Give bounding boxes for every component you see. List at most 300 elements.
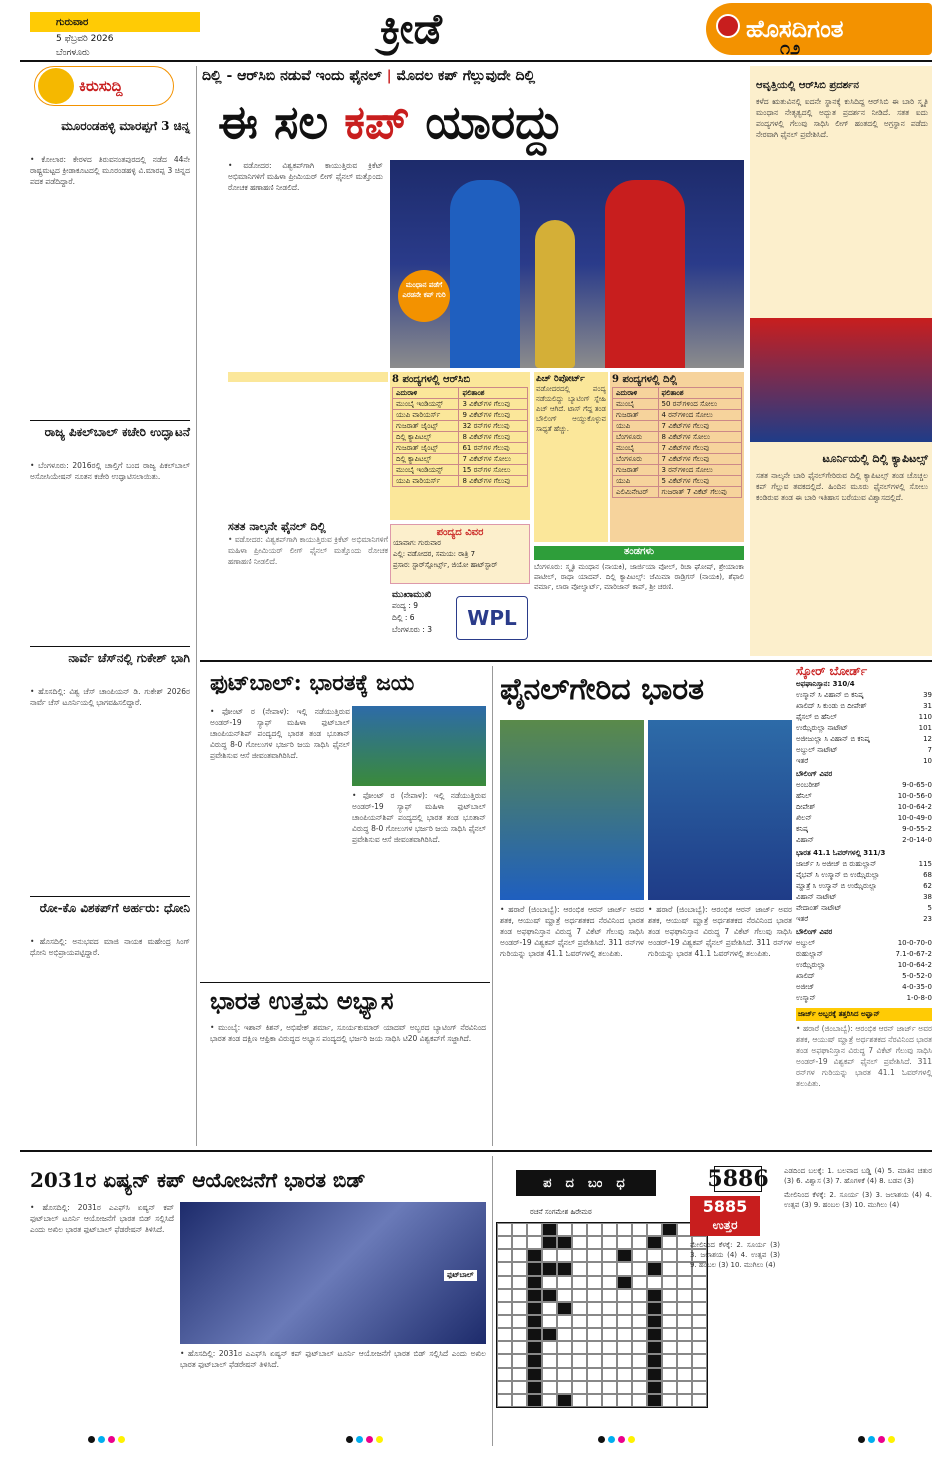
crossword-cell[interactable] bbox=[662, 1262, 677, 1275]
crossword-cell[interactable] bbox=[497, 1394, 512, 1407]
crossword-cell bbox=[527, 1394, 542, 1407]
print-registration-dots bbox=[88, 1436, 128, 1445]
match-info-box bbox=[390, 524, 530, 584]
dc-results-table bbox=[612, 387, 742, 498]
table-row: ಗುಜರಾತ್ 4 ರನ್‌ಗಳಿಂದ ಸೋಲು bbox=[613, 410, 742, 421]
rcb-results-table bbox=[392, 387, 528, 487]
crossword-cell[interactable] bbox=[572, 1289, 587, 1302]
scoreboard-title: ಸ್ಕೋರ್ ಬೋರ್ಡ್ bbox=[796, 664, 868, 678]
table-row: ಯುಪಿ ವಾರಿಯರ್ಸ್ 9 ವಿಕೆಟ್‌ಗಳ ಗೆಲುವು bbox=[393, 410, 528, 421]
crossword-cell[interactable] bbox=[512, 1262, 527, 1275]
crossword-cell[interactable] bbox=[512, 1328, 527, 1341]
score-row: ಉಸ್ಮಾನ್ 1-0-8-0 bbox=[796, 994, 932, 1002]
crossword-cell[interactable] bbox=[512, 1276, 527, 1289]
score-row: ವೈಭವ್ ಸಿ ಉಸ್ಮಾನ್ ಬಿ ಉಝೈರುಲ್ಲಾ 68 bbox=[796, 871, 932, 879]
section-rule bbox=[20, 1150, 932, 1152]
crossword-cell[interactable] bbox=[512, 1249, 527, 1262]
score-row: ಇತರೆ 23 bbox=[796, 915, 932, 923]
match-info-title: ಪಂದ್ಯದ ವಿವರ bbox=[436, 527, 484, 538]
asian-cup-trophy-photo bbox=[180, 1202, 486, 1344]
table-row: ಮುಂಬೈ ಇಂಡಿಯನ್ಸ್ 15 ರನ್‌ಗಳ ಸೋಲು bbox=[393, 465, 528, 476]
asian-cup-headline: 2031ರ ಏಷ್ಯನ್ ಕಪ್ ಆಯೋಜನೆಗೆ ಭಾರತ ಬಿಡ್ bbox=[30, 1168, 366, 1192]
crossword-cell bbox=[527, 1262, 542, 1275]
crossword-cell[interactable] bbox=[512, 1341, 527, 1354]
crossword-cell[interactable] bbox=[617, 1223, 632, 1236]
crossword-cell[interactable] bbox=[662, 1302, 677, 1315]
crossword-cell[interactable] bbox=[497, 1328, 512, 1341]
crossword-cell[interactable] bbox=[602, 1341, 617, 1354]
asian-cup-body: • ಹೊಸದಿಲ್ಲಿ: 2031ರ ಎಎಫ್‌ಸಿ ಏಷ್ಯನ್ ಕಪ್ ಫುಟ್‌ಬಾಲ್ ಟೂರ್ನಿ ಆಯೋಜನೆಗೆ ಭಾರತ ಬಿಡ್ ಸಲ್ಲಿಸಿದೆ ಎಂದು ಅಖಿಲ ಭಾರತ ಫುಟ್‌ಬಾಲ್ ಫೆಡರೇಷನ್ ತಿಳಿಸಿದೆ. bbox=[30, 1203, 174, 1234]
score-row: ದೀಪೇಶ್ 10-0-64-2 bbox=[796, 803, 932, 811]
crossword-cell[interactable] bbox=[572, 1223, 587, 1236]
crossword-cell[interactable] bbox=[542, 1354, 557, 1367]
crossword-cell bbox=[557, 1262, 572, 1275]
rcb-season-body: ಕಳೆದ ಋತುವಿನಲ್ಲಿ ಐದನೇ ಸ್ಥಾನಕ್ಕೆ ಕುಸಿದಿದ್ದ ಆರ್‌ಸಿಬಿ ಈ ಬಾರಿ ಸ್ಮೃತಿ ಮಂಧಾನ ನೇತೃತ್ವದಲ್ಲಿ ಅದ್ಭುತ ಪ್ರದರ್ಶನ ನೀಡಿದೆ. ಸತತ ಐದು ಪಂದ್ಯಗಳಲ್ಲಿ ಗೆಲುವು ಸಾಧಿಸಿ ಲೀಗ್ ಹಂತದಲ್ಲಿ ಅಗ್ರಸ್ಥಾನ ಪಡೆದು ನೇರವಾಗಿ ಫೈನಲ್ ಪ್ರವೇಶಿಸಿದೆ. bbox=[756, 97, 928, 139]
crossword-cell[interactable] bbox=[662, 1328, 677, 1341]
crossword-cell[interactable] bbox=[497, 1354, 512, 1367]
crossword-cell[interactable] bbox=[572, 1354, 587, 1367]
puzzle-number: 5886 bbox=[707, 1166, 769, 1192]
divider bbox=[30, 646, 190, 647]
crossword-cell[interactable] bbox=[587, 1236, 602, 1249]
score-row: ಉಝೈರುಲ್ಲಾ ನಾಟೌಟ್ 101 bbox=[796, 724, 932, 732]
crossword-cell[interactable] bbox=[557, 1354, 572, 1367]
crossword-cell[interactable] bbox=[602, 1368, 617, 1381]
crossword-cell[interactable] bbox=[632, 1276, 647, 1289]
table-row: ಬೆಂಗಳೂರು 7 ವಿಕೆಟ್‌ಗಳ ಗೆಲುವು bbox=[613, 454, 742, 465]
crossword-cell[interactable] bbox=[662, 1276, 677, 1289]
column-divider bbox=[492, 1156, 493, 1446]
kirusuddi-badge: ಕಿರುಸುದ್ದಿ bbox=[34, 66, 174, 106]
crossword-cell[interactable] bbox=[512, 1368, 527, 1381]
table-header: ಫಲಿತಾಂಶ bbox=[658, 388, 741, 399]
score-row: ಕನಿಷ್ಕ 9-0-55-2 bbox=[796, 825, 932, 833]
crossword-cell[interactable] bbox=[587, 1249, 602, 1262]
section-rule bbox=[200, 660, 932, 662]
crossword-cell[interactable] bbox=[557, 1315, 572, 1328]
crossword-cell bbox=[647, 1315, 662, 1328]
header-rule bbox=[20, 60, 932, 62]
crossword-cell[interactable] bbox=[527, 1223, 542, 1236]
crossword-cell bbox=[542, 1262, 557, 1275]
table-row: ಯುಪಿ ವಾರಿಯರ್ಸ್ 8 ವಿಕೆಟ್‌ಗಳ ಗೆಲುವು bbox=[393, 476, 528, 487]
crossword-cell[interactable] bbox=[572, 1236, 587, 1249]
print-registration-dots bbox=[598, 1436, 638, 1445]
lead-body: • ವಡೋದರ: ವಿಶ್ವಕಪ್‌ಗಾಗಿ ಕಾಯುತ್ತಿರುವ ಕ್ರಿಕೆಟ್ ಅಭಿಮಾನಿಗಳಿಗೆ ಮಹಿಳಾ ಪ್ರೀಮಿಯರ್ ಲೀಗ್ ಫೈನಲ್ ಮತ್ತೊಂದು ರೋಚಕ ಹಣಾಹಣಿ ನೀಡಲಿದೆ. bbox=[228, 161, 383, 192]
score-row: ಫೈಸಲ್ ಬಿ ಹೆನಿಲ್ 110 bbox=[796, 713, 932, 721]
crossword-cell[interactable] bbox=[497, 1276, 512, 1289]
lead-body-2: • ವಡೋದರ: ವಿಶ್ವಕಪ್‌ಗಾಗಿ ಕಾಯುತ್ತಿರುವ ಕ್ರಿಕೆಟ್ ಅಭಿಮಾನಿಗಳಿಗೆ ಮಹಿಳಾ ಪ್ರೀಮಿಯರ್ ಲೀಗ್ ಫೈನಲ್ ಮತ್ತೊಂದು ರೋಚಕ ಹಣಾಹಣಿ ನೀಡಲಿದೆ. bbox=[228, 535, 388, 566]
crossword-cell[interactable] bbox=[527, 1236, 542, 1249]
crossword-cell[interactable] bbox=[662, 1236, 677, 1249]
press-conference-photo bbox=[750, 318, 932, 442]
crossword-cell bbox=[527, 1381, 542, 1394]
crossword-cell[interactable] bbox=[632, 1354, 647, 1367]
dc-table-title: 9 ಪಂದ್ಯಗಳಲ್ಲಿ ದಿಲ್ಲಿ bbox=[612, 374, 678, 385]
brief-3-body: • ಹೊಸದಿಲ್ಲಿ: ವಿಶ್ವ ಚೆಸ್ ಚಾಂಪಿಯನ್ ಡಿ. ಗುಕೇಶ್ 2026ರ ನಾರ್ವೆ ಚೆಸ್ ಟೂರ್ನಿಯಲ್ಲಿ ಭಾಗವಹಿಸಲಿದ್ದಾರೆ. bbox=[30, 687, 190, 707]
pitch-report-body: ವಡೋದರದಲ್ಲಿ ಪಂದ್ಯ ನಡೆಯಲಿದ್ದು ಬ್ಯಾಟಿಂಗ್ ಸ್ನೇಹಿ ಪಿಚ್ ಆಗಿದೆ. ಟಾಸ್ ಗೆದ್ದ ತಂಡ ಬೌಲಿಂಗ್ ಆಯ್ದುಕೊಳ್ಳುವ ಸಾಧ್ಯತೆ ಹೆಚ್ಚು. bbox=[536, 385, 606, 433]
score-row: ಜಾರ್ಜ್ ಸಿ ಅಜೀಜ್ ಬಿ ರುಹುಲ್ಲಾನ್ 115 bbox=[796, 860, 932, 868]
crossword-cell bbox=[647, 1394, 662, 1407]
crossword-cell[interactable] bbox=[542, 1249, 557, 1262]
puzzle-clues: ಎಡದಿಂದ ಬಲಕ್ಕೆ: 1. ಬಲವಾದ ಬಡ್ಡಿ (4) 5. ಮಾತಿನ ಚತುರ (3) 6. ವಿಶ್ವಾಸ (3) 7. ಹೊಗಳಿಕೆ (4) 8. ಬಡವ (3) ಮೇಲಿನಿಂದ ಕೆಳಕ್ಕೆ: 2. ಸೂರ್ಯ (3) 3. ಜಲಾಶಯ (4) 4. ಉತ್ಸವ (3) 9. ಹಂಬಲ (3) 10. ಮುಗಿಲು (4) bbox=[784, 1167, 932, 1209]
rcb-table-box bbox=[390, 372, 530, 520]
crossword-cell[interactable] bbox=[497, 1262, 512, 1275]
rcb-season-title: ಆವೃತ್ತಿಯಲ್ಲಿ ಆರ್‌ಸಿಬಿ ಪ್ರದರ್ಶನ bbox=[756, 80, 859, 91]
crossword-cell bbox=[527, 1354, 542, 1367]
crossword-cell bbox=[527, 1341, 542, 1354]
divider bbox=[30, 896, 190, 897]
crossword-cell bbox=[542, 1236, 557, 1249]
batsman-photo bbox=[500, 720, 644, 900]
crossword-cell[interactable] bbox=[632, 1328, 647, 1341]
crossword-cell[interactable] bbox=[497, 1249, 512, 1262]
crossword-cell[interactable] bbox=[497, 1381, 512, 1394]
score-row: ಉಸ್ಮಾನ್ ಸಿ ವಿಹಾನ್ ಬಿ ಕನಿಷ್ಕ 39 bbox=[796, 691, 932, 699]
player-photo bbox=[450, 180, 520, 368]
crossword-cell[interactable] bbox=[557, 1289, 572, 1302]
crossword-cell[interactable] bbox=[512, 1236, 527, 1249]
score-row: ಖಾಲಿದ್ 5-0-52-0 bbox=[796, 972, 932, 980]
practice-body: • ಮುಂಬೈ: ಇಶಾನ್ ಕಿಶನ್, ಅಭಿಷೇಕ್ ಶರ್ಮಾ, ಸೂರ್ಯಕುಮಾರ್ ಯಾದವ್ ಅಬ್ಬರದ ಬ್ಯಾಟಿಂಗ್ ನೆರವಿನಿಂದ ಭಾರತ ತಂಡ ದಕ್ಷಿಣ ಆಫ್ರಿಕಾ ವಿರುದ್ಧದ ಅಭ್ಯಾಸ ಪಂದ್ಯದಲ್ಲಿ ಭರ್ಜರಿ ಜಯ ಸಾಧಿಸಿ ಟಿ20 ವಿಶ್ವಕಪ್‌ಗೆ ಸಜ್ಜಾಗಿದೆ. bbox=[210, 1023, 486, 1043]
team-celebration-photo bbox=[648, 720, 792, 900]
crossword-cell[interactable] bbox=[632, 1381, 647, 1394]
crossword-cell bbox=[557, 1394, 572, 1407]
crossword-cell[interactable] bbox=[617, 1354, 632, 1367]
scoreboard-note: ಜಾರ್ಜ್ ಅಬ್ಬರಕ್ಕೆ ತತ್ತರಿಸಿದ ಅಫ್ಘಾನ್ bbox=[796, 1008, 932, 1021]
dc-table-box bbox=[610, 372, 744, 542]
crossword-cell bbox=[647, 1236, 662, 1249]
wpl-logo: WPL bbox=[456, 596, 528, 640]
crossword-cell[interactable] bbox=[542, 1394, 557, 1407]
crossword-cell bbox=[647, 1289, 662, 1302]
crossword-cell bbox=[647, 1302, 662, 1315]
prev-answer-badge: 5885 ಉತ್ತರ bbox=[690, 1196, 760, 1236]
crossword-cell[interactable] bbox=[647, 1223, 662, 1236]
brief-1-body: • ಕೋಲಾರ: ಕೇರಳದ ತಿರುವನಂತಪುರದಲ್ಲಿ ನಡೆದ 44ನೇ ರಾಷ್ಟ್ರಮಟ್ಟದ ಕ್ರೀಡಾಕೂಟದಲ್ಲಿ ಮೂರಂಡಹಳ್ಳಿ ವಿ.ಮಾರಪ್ಪ 3 ಚಿನ್ನದ ಪದಕ ಪಡೆದಿದ್ದಾರೆ. bbox=[30, 155, 190, 186]
column-divider bbox=[492, 666, 493, 1146]
scoreboard-body: • ಹರಾರೆ (ಜಿಂಬಾಬ್ವೆ): ಆರಂಭಿಕ ಆರನ್ ಜಾರ್ಜ್ ಅವರ ಶತಕ, ಆಯುಷ್ ಮ್ಹಾತ್ರೆ ಅರ್ಧಶತಕದ ನೆರವಿನಿಂದ ಭಾರತ ತಂಡ ಅಫಘಾನಿಸ್ತಾನ ವಿರುದ್ಧ 7 ವಿಕೆಟ್ ಗೆಲುವು ಸಾಧಿಸಿ ಅಂಡರ್-19 ವಿಶ್ವಕಪ್ ಫೈನಲ್ ಪ್ರವೇಶಿಸಿದೆ. 311 ರನ್‌ಗಳ ಗುರಿಯನ್ನು ಭಾರತ 41.1 ಓವರ್‌ಗಳಲ್ಲಿ ತಲುಪಿತು. bbox=[796, 1024, 932, 1088]
h2h-line: ಬೆಂಗಳೂರು : 3 bbox=[392, 625, 433, 634]
crossword-cell[interactable] bbox=[542, 1276, 557, 1289]
lead-headline: ಈ ಸಲ ಕಪ್ ಯಾರದ್ದು bbox=[218, 95, 564, 149]
rcb-table-title: 8 ಪಂದ್ಯಗಳಲ್ಲಿ ಆರ್‌ಸಿಬಿ bbox=[392, 374, 471, 385]
photo-tag: ಫುಟ್‌ಬಾಲ್ bbox=[444, 1270, 477, 1281]
crossword-cell bbox=[542, 1223, 557, 1236]
player-photo bbox=[605, 180, 685, 368]
crossword-cell[interactable] bbox=[542, 1341, 557, 1354]
teams-title: ತಂಡಗಳು bbox=[534, 546, 744, 560]
crossword-cell bbox=[527, 1289, 542, 1302]
crossword-cell bbox=[527, 1328, 542, 1341]
crossword-cell[interactable] bbox=[632, 1315, 647, 1328]
score-row: ರುಹುಲ್ಲಾನ್ 7.1-0-67-2 bbox=[796, 950, 932, 958]
score-row: ಅಜೀಜುಲ್ಲಾ ಸಿ ವಿಹಾನ್ ಬಿ ಕನಿಷ್ಕ 12 bbox=[796, 735, 932, 743]
crossword-cell[interactable] bbox=[512, 1289, 527, 1302]
crossword-cell[interactable] bbox=[602, 1249, 617, 1262]
brief-2-title: ರಾಜ್ಯ ಪಿಕಲ್‌ಬಾಲ್ ಕಚೇರಿ ಉದ್ಘಾಟನೆ bbox=[44, 425, 190, 439]
day-banner: ಗುರುವಾರ bbox=[30, 12, 200, 32]
crossword-cell bbox=[542, 1289, 557, 1302]
crossword-cell[interactable] bbox=[557, 1381, 572, 1394]
dc-tournament-title: ಟೂರ್ನಿಯಲ್ಲಿ ದಿಲ್ಲಿ ಕ್ಯಾಪಿಟಲ್ಸ್ bbox=[822, 452, 928, 465]
crossword-cell[interactable] bbox=[587, 1381, 602, 1394]
crossword-cell[interactable] bbox=[512, 1381, 527, 1394]
crossword-cell[interactable] bbox=[512, 1315, 527, 1328]
table-header: ಎದುರಾಳಿ bbox=[393, 388, 459, 399]
crossword-cell bbox=[662, 1223, 677, 1236]
brief-4-title: ರೋ-ಕೊ ವಿಶಕಪ್‌ಗೆ ಅರ್ಹರು: ಧೋನಿ bbox=[39, 901, 190, 915]
scoreboard bbox=[796, 666, 932, 1146]
crossword-cell[interactable] bbox=[497, 1315, 512, 1328]
crossword-cell[interactable] bbox=[602, 1302, 617, 1315]
match-info-line: ಪ್ರಸಾರ: ಸ್ಟಾರ್‌ಸ್ಪೋರ್ಟ್ಸ್, ಜಿಯೋ ಹಾಟ್‌ಸ್ಟಾರ್ bbox=[393, 561, 498, 569]
final-body-2: • ಹರಾರೆ (ಜಿಂಬಾಬ್ವೆ): ಆರಂಭಿಕ ಆರನ್ ಜಾರ್ಜ್ ಅವರ ಶತಕ, ಆಯುಷ್ ಮ್ಹಾತ್ರೆ ಅರ್ಧಶತಕದ ನೆರವಿನಿಂದ ಭಾರತ ತಂಡ ಅಫಘಾನಿಸ್ತಾನ ವಿರುದ್ಧ 7 ವಿಕೆಟ್ ಗೆಲುವು ಸಾಧಿಸಿ ಅಂಡರ್-19 ವಿಶ್ವಕಪ್ ಫೈನಲ್ ಪ್ರವೇಶಿಸಿದೆ. 311 ರನ್‌ಗಳ ಗುರಿಯನ್ನು ಭಾರತ 41.1 ಓವರ್‌ಗಳಲ್ಲಿ ತಲುಪಿತು. bbox=[648, 905, 792, 958]
crossword-cell[interactable] bbox=[662, 1394, 677, 1407]
trophy-icon bbox=[535, 220, 575, 368]
crossword-cell bbox=[557, 1302, 572, 1315]
crossword-cell[interactable] bbox=[587, 1354, 602, 1367]
crossword-cell[interactable] bbox=[572, 1315, 587, 1328]
table-row: ಎಲಿಮಿನೇಟರ್ ಗುಜರಾತ್ 7 ವಿಕೆಟ್ ಗೆಲುವು bbox=[613, 487, 742, 498]
crossword-cell bbox=[557, 1236, 572, 1249]
crossword-cell[interactable] bbox=[587, 1276, 602, 1289]
crossword-cell[interactable] bbox=[617, 1302, 632, 1315]
crossword-cell[interactable] bbox=[617, 1315, 632, 1328]
crossword-cell[interactable] bbox=[617, 1381, 632, 1394]
table-row: ಗುಜರಾತ್ ಜೈಂಟ್ಸ್ 61 ರನ್‌ಗಳ ಗೆಲುವು bbox=[393, 443, 528, 454]
crossword-cell[interactable] bbox=[557, 1328, 572, 1341]
crossword-cell[interactable] bbox=[572, 1381, 587, 1394]
crossword-cell[interactable] bbox=[572, 1328, 587, 1341]
score-row: ಅಜೀಜ್ 4-0-35-0 bbox=[796, 983, 932, 991]
crossword-cell[interactable] bbox=[512, 1302, 527, 1315]
crossword-cell[interactable] bbox=[602, 1262, 617, 1275]
crossword-cell[interactable] bbox=[572, 1368, 587, 1381]
puzzle-author: ರಚನೆ ಸಂಗಮೇಶ ಹಿರೇಮಠ bbox=[530, 1208, 592, 1216]
rcb-header-band bbox=[228, 372, 388, 382]
crossword-cell[interactable] bbox=[602, 1394, 617, 1407]
score-row: ಇತರೆ 10 bbox=[796, 757, 932, 765]
score-row: ಖಿಲನ್ 10-0-49-0 bbox=[796, 814, 932, 822]
crossword-cell[interactable] bbox=[632, 1289, 647, 1302]
match-info-line: ಎಲ್ಲಿ: ವಡೋದರ, ಸಮಯ: ರಾತ್ರಿ 7 bbox=[393, 550, 476, 558]
crossword-cell[interactable] bbox=[617, 1368, 632, 1381]
crossword-cell[interactable] bbox=[587, 1262, 602, 1275]
crossword-cell bbox=[647, 1354, 662, 1367]
crossword-cell[interactable] bbox=[632, 1262, 647, 1275]
column-divider bbox=[196, 66, 197, 1146]
score-row: ಉಝೈರುಲ್ಲಾ 10-0-64-2 bbox=[796, 961, 932, 969]
crossword-cell[interactable] bbox=[647, 1276, 662, 1289]
print-registration-dots bbox=[858, 1436, 898, 1445]
crossword-cell[interactable] bbox=[542, 1315, 557, 1328]
crossword-cell[interactable] bbox=[662, 1381, 677, 1394]
table-header: ಫಲಿತಾಂಶ bbox=[459, 388, 528, 399]
crossword-cell[interactable] bbox=[662, 1341, 677, 1354]
hand-icon bbox=[38, 68, 74, 104]
crossword-cell[interactable] bbox=[602, 1381, 617, 1394]
crossword-cell[interactable] bbox=[617, 1262, 632, 1275]
table-row: ಯುಪಿ 7 ವಿಕೆಟ್‌ಗಳ ಗೆಲುವು bbox=[613, 421, 742, 432]
afg-total: ಅಫಘಾನಿಸ್ತಾನ: 310/4 bbox=[796, 680, 855, 688]
crossword-cell[interactable] bbox=[647, 1249, 662, 1262]
crossword-cell[interactable] bbox=[587, 1223, 602, 1236]
crossword-cell[interactable] bbox=[587, 1368, 602, 1381]
football-body-2: • ಫೋಂಟ್ ರ (ನೇಪಾಳ): ಇಲ್ಲಿ ನಡೆಯುತ್ತಿರುವ ಅಂಡರ್-19 ಸ್ಯಾಫ್ ಮಹಿಳಾ ಫುಟ್‌ಬಾಲ್ ಚಾಂಪಿಯನ್‌ಶಿಪ್ ಪಂದ್ಯದಲ್ಲಿ ಭಾರತ ತಂಡ ಭೂತಾನ್ ವಿರುದ್ಧ 8-0 ಗೋಲುಗಳ ಭರ್ಜರಿ ಜಯ ಸಾಧಿಸಿ ಫೈನಲ್ ಪ್ರವೇಶಿಸುವ ಆಸೆ ಜೀವಂತವಾಗಿರಿಸಿದೆ. bbox=[352, 791, 486, 844]
crossword-cell[interactable] bbox=[497, 1236, 512, 1249]
table-row: ಗುಜರಾತ್ 3 ರನ್‌ಗಳಿಂದ ಸೋಲು bbox=[613, 465, 742, 476]
score-row: ವಿಹಾನ್ ನಾಟೌಟ್ 38 bbox=[796, 893, 932, 901]
crossword-cell[interactable] bbox=[602, 1315, 617, 1328]
crossword-cell[interactable] bbox=[572, 1262, 587, 1275]
crossword-cell[interactable] bbox=[557, 1276, 572, 1289]
pitch-report-box bbox=[534, 372, 608, 542]
head-to-head-title: ಮುಖಾಮುಖಿ bbox=[392, 590, 432, 600]
crossword-cell[interactable] bbox=[632, 1249, 647, 1262]
photo-caption-badge: ಮಂಧಾನ ಪಡೆಗೆ ಎರಡನೇ ಕಪ್ ಗುರಿ bbox=[398, 270, 450, 322]
crossword-cell[interactable] bbox=[512, 1394, 527, 1407]
football-body: • ಫೋಂಟ್ ರ (ನೇಪಾಳ): ಇಲ್ಲಿ ನಡೆಯುತ್ತಿರುವ ಅಂಡರ್-19 ಸ್ಯಾಫ್ ಮಹಿಳಾ ಫುಟ್‌ಬಾಲ್ ಚಾಂಪಿಯನ್‌ಶಿಪ್ ಪಂದ್ಯದಲ್ಲಿ ಭಾರತ ತಂಡ ಭೂತಾನ್ ವಿರುದ್ಧ 8-0 ಗೋಲುಗಳ ಭರ್ಜರಿ ಜಯ ಸಾಧಿಸಿ ಫೈನಲ್ ಪ್ರವೇಶಿಸುವ ಆಸೆ ಜೀವಂತವಾಗಿರಿಸಿದೆ. bbox=[210, 707, 350, 760]
match-info-line: ಯಾವಾಗ: ಗುರುವಾರ bbox=[393, 539, 441, 547]
crossword-cell bbox=[647, 1262, 662, 1275]
crossword-cell[interactable] bbox=[617, 1328, 632, 1341]
crossword-cell[interactable] bbox=[617, 1394, 632, 1407]
table-row: ಮುಂಬೈ ಇಂಡಿಯನ್ಸ್ 3 ವಿಕೆಟ್‌ಗಳ ಗೆಲುವು bbox=[393, 399, 528, 410]
crossword-cell[interactable] bbox=[497, 1289, 512, 1302]
table-row: ಮುಂಬೈ 50 ರನ್‌ಗಳಿಂದ ಸೋಲು bbox=[613, 399, 742, 410]
football-photo bbox=[352, 706, 486, 786]
crossword-cell[interactable] bbox=[557, 1368, 572, 1381]
edition-city: ಬೆಂಗಳೂರು bbox=[56, 48, 90, 58]
crossword-cell[interactable] bbox=[587, 1289, 602, 1302]
crossword-cell[interactable] bbox=[632, 1223, 647, 1236]
crossword-cell[interactable] bbox=[602, 1354, 617, 1367]
crossword-cell bbox=[647, 1381, 662, 1394]
crossword-cell[interactable] bbox=[662, 1315, 677, 1328]
prev-answer-clues: ಮೇಲಿನಿಂದ ಕೆಳಕ್ಕೆ: 2. ಸೂರ್ಯ (3) 3. ಜಲಾಶಯ (4) 4. ಉತ್ಸವ (3) 9. ಹಂಬಲ (3) 10. ಮುಗಿಲು (4) bbox=[690, 1241, 780, 1269]
crossword-cell bbox=[647, 1368, 662, 1381]
lead-photo bbox=[390, 160, 744, 368]
crossword-cell[interactable] bbox=[557, 1223, 572, 1236]
crossword-cell[interactable] bbox=[662, 1249, 677, 1262]
crossword-cell[interactable] bbox=[542, 1381, 557, 1394]
score-row: ಅಂಬರೀಶ್ 9-0-65-0 bbox=[796, 781, 932, 789]
football-headline: ಫುಟ್‌ಬಾಲ್: ಭಾರತಕ್ಕೆ ಜಯ bbox=[210, 670, 415, 696]
crossword-cell[interactable] bbox=[662, 1368, 677, 1381]
crossword-cell bbox=[527, 1315, 542, 1328]
crossword-cell[interactable] bbox=[587, 1394, 602, 1407]
table-row: ದಿಲ್ಲಿ ಕ್ಯಾಪಿಟಲ್ಸ್ 8 ವಿಕೆಟ್‌ಗಳ ಗೆಲುವು bbox=[393, 432, 528, 443]
crossword-cell[interactable] bbox=[557, 1249, 572, 1262]
score-row: ಖಾಲಿದ್ ಸಿ ಕುಂಡು ಬಿ ದೀಪೇಶ್ 31 bbox=[796, 702, 932, 710]
issue-date: 5 ಫೆಬ್ರವರಿ 2026 bbox=[56, 34, 114, 44]
crossword-cell[interactable] bbox=[542, 1302, 557, 1315]
crossword-cell bbox=[527, 1302, 542, 1315]
table-row: ಮುಂಬೈ 7 ವಿಕೆಟ್‌ಗಳ ಗೆಲುವು bbox=[613, 443, 742, 454]
crossword-cell bbox=[527, 1276, 542, 1289]
crossword-cell[interactable] bbox=[572, 1302, 587, 1315]
crossword-cell[interactable] bbox=[572, 1394, 587, 1407]
crossword-cell[interactable] bbox=[602, 1289, 617, 1302]
crossword-cell[interactable] bbox=[602, 1328, 617, 1341]
crossword-cell[interactable] bbox=[587, 1315, 602, 1328]
table-row: ಯುಪಿ 5 ವಿಕೆಟ್‌ಗಳ ಗೆಲುವು bbox=[613, 476, 742, 487]
dc-tournament-body: ಸತತ ನಾಲ್ಕನೇ ಬಾರಿ ಫೈನಲ್‌ಗೇರಿರುವ ದಿಲ್ಲಿ ಕ್ಯಾಪಿಟಲ್ಸ್ ತಂಡ ಚೊಚ್ಚಲ ಕಪ್ ಗೆಲ್ಲುವ ತವಕದಲ್ಲಿದೆ. ಹಿಂದಿನ ಮೂರು ಫೈನಲ್‌ಗಳಲ್ಲಿ ಸೋಲು ಕಂಡಿರುವ ತಂಡ ಈ ಬಾರಿ ಇತಿಹಾಸ ಬರೆಯುವ ವಿಶ್ವಾಸದಲ್ಲಿದೆ. bbox=[756, 471, 928, 502]
crossword-cell bbox=[647, 1341, 662, 1354]
crossword-cell bbox=[542, 1328, 557, 1341]
divider bbox=[30, 420, 190, 421]
brief-3-title: ನಾರ್ವೆ ಚೆಸ್‌ನಲ್ಲಿ ಗುಕೇಶ್ ಭಾಗಿ bbox=[68, 651, 190, 665]
crossword-cell[interactable] bbox=[572, 1341, 587, 1354]
brief-2-body: • ಬೆಂಗಳೂರು: 2016ರಲ್ಲಿ ಚಾಲ್ತಿಗೆ ಬಂದ ರಾಜ್ಯ ಪಿಕಲ್‌ಬಾಲ್ ಅಸೋಸಿಯೇಷನ್ ನೂತನ ಕಚೇರಿ ಉದ್ಘಾಟಿಸಲಾಯಿತು. bbox=[30, 461, 190, 481]
h2h-line: ಪಂದ್ಯ : 9 bbox=[392, 601, 419, 610]
ind-total: ಭಾರತ 41.1 ಓವರ್‌ಗಳಲ್ಲಿ 311/3 bbox=[796, 849, 886, 857]
crossword-cell[interactable] bbox=[617, 1289, 632, 1302]
table-header: ಎದುರಾಳಿ bbox=[613, 388, 659, 399]
brief-4-body: • ಹೊಸದಿಲ್ಲಿ: ಅನುಭವದ ಮಾಜಿ ನಾಯಕ ಮಹೇಂದ್ರ ಸಿಂಗ್ ಧೋನಿ ಅಭಿಪ್ರಾಯಪಟ್ಟಿದ್ದಾರೆ. bbox=[30, 937, 190, 957]
paper-logo: ಹೊಸದಿಗಂತ bbox=[706, 3, 932, 55]
crossword-grid[interactable] bbox=[496, 1222, 708, 1408]
crossword-cell[interactable] bbox=[497, 1302, 512, 1315]
crossword-cell[interactable] bbox=[602, 1236, 617, 1249]
crossword-cell[interactable] bbox=[632, 1368, 647, 1381]
crossword-cell[interactable] bbox=[632, 1394, 647, 1407]
bowling-title: ಬೌಲಿಂಗ್ ವಿವರ bbox=[796, 770, 833, 778]
crossword-cell bbox=[617, 1276, 632, 1289]
crossword-cell[interactable] bbox=[497, 1341, 512, 1354]
crossword-cell bbox=[527, 1368, 542, 1381]
pitch-report-title: ಪಿಚ್ ರಿಪೋರ್ಟ್ bbox=[536, 374, 585, 384]
crossword-cell[interactable] bbox=[632, 1302, 647, 1315]
teams-body: ಬೆಂಗಳೂರು: ಸ್ಮೃತಿ ಮಂಧಾನ (ನಾಯಕಿ), ಜಾರ್ಜಿಯಾ ವೋಲ್, ರಿಚಾ ಘೋಷ್, ಶ್ರೇಯಾಂಕಾ ಪಾಟೀಲ್, ರಾಧಾ ಯಾದವ್. ದಿಲ್ಲಿ ಕ್ಯಾಪಿಟಲ್ಸ್: ಜೆಮಿಮಾ ರಾಡ್ರಿಗಸ್ (ನಾಯಕಿ), ಶೆಫಾಲಿ ವರ್ಮಾ, ಲಾರಾ ವೋಲ್ವಾರ್ಟ್, ಮಾರಿಜಾನ್ ಕಾಪ್, ಶ್ರೀ ಚರಣಿ. bbox=[534, 563, 744, 591]
asian-cup-body-2: • ಹೊಸದಿಲ್ಲಿ: 2031ರ ಎಎಫ್‌ಸಿ ಏಷ್ಯನ್ ಕಪ್ ಫುಟ್‌ಬಾಲ್ ಟೂರ್ನಿ ಆಯೋಜನೆಗೆ ಭಾರತ ಬಿಡ್ ಸಲ್ಲಿಸಿದೆ ಎಂದು ಅಖಿಲ ಭಾರತ ಫುಟ್‌ಬಾಲ್ ಫೆಡರೇಷನ್ ತಿಳಿಸಿದೆ. bbox=[180, 1349, 486, 1369]
crossword-cell[interactable] bbox=[662, 1354, 677, 1367]
crossword-cell[interactable] bbox=[602, 1223, 617, 1236]
crossword-cell[interactable] bbox=[662, 1289, 677, 1302]
crossword-cell[interactable] bbox=[572, 1249, 587, 1262]
print-registration-dots bbox=[346, 1436, 386, 1445]
crossword-cell[interactable] bbox=[497, 1223, 512, 1236]
score-row: ಮ್ಹಾತ್ರೆ ಸಿ ಉಸ್ಮಾನ್ ಬಿ ಉಝೈರುಲ್ಲಾ 62 bbox=[796, 882, 932, 890]
score-row: ಹೆನಿಲ್ 10-0-56-0 bbox=[796, 792, 932, 800]
bowling-title: ಬೌಲಿಂಗ್ ವಿವರ bbox=[796, 928, 833, 936]
table-row: ಬೆಂಗಳೂರು 8 ವಿಕೆಟ್‌ಗಳ ಸೋಲು bbox=[613, 432, 742, 443]
logo-emblem-icon bbox=[716, 14, 740, 38]
score-row: ವಿಹಾನ್ 2-0-14-0 bbox=[796, 836, 932, 844]
puzzle-title: ಪದಬಂಧ bbox=[516, 1170, 656, 1196]
crossword-cell[interactable] bbox=[557, 1341, 572, 1354]
crossword-cell[interactable] bbox=[542, 1368, 557, 1381]
practice-headline: ಭಾರತ ಉತ್ತಮ ಅಭ್ಯಾಸ bbox=[210, 986, 394, 1015]
crossword-cell[interactable] bbox=[632, 1236, 647, 1249]
crossword-cell[interactable] bbox=[602, 1276, 617, 1289]
brief-1-title: ಮೂರಂಡಹಳ್ಳಿ ಮಾರಪ್ಪಗೆ 3 ಚಿನ್ನ bbox=[61, 119, 190, 133]
crossword-cell[interactable] bbox=[512, 1354, 527, 1367]
lead-subhead: ಸತತ ನಾಲ್ಕನೇ ಫೈನಲ್ ದಿಲ್ಲಿ bbox=[228, 520, 326, 533]
crossword-cell[interactable] bbox=[632, 1341, 647, 1354]
crossword-cell[interactable] bbox=[497, 1368, 512, 1381]
crossword-cell[interactable] bbox=[587, 1328, 602, 1341]
crossword-cell[interactable] bbox=[512, 1223, 527, 1236]
crossword-cell[interactable] bbox=[587, 1302, 602, 1315]
table-row: ದಿಲ್ಲಿ ಕ್ಯಾಪಿಟಲ್ಸ್ 7 ವಿಕೆಟ್‌ಗಳ ಸೋಲು bbox=[393, 454, 528, 465]
crossword-cell[interactable] bbox=[617, 1236, 632, 1249]
crossword-cell[interactable] bbox=[572, 1276, 587, 1289]
crossword-cell bbox=[617, 1249, 632, 1262]
crossword-cell[interactable] bbox=[617, 1341, 632, 1354]
crossword-cell[interactable] bbox=[587, 1341, 602, 1354]
